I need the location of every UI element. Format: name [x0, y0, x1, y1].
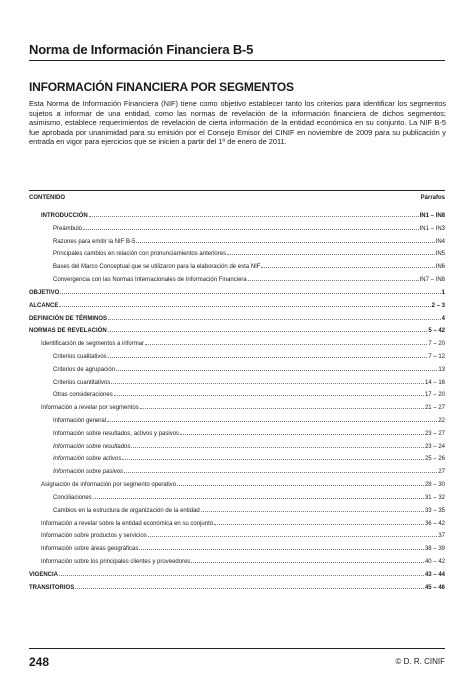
toc-entry-paragraphs: 40 – 42	[424, 558, 445, 565]
toc-header	[29, 195, 445, 203]
toc-entry-label: Información a revelar sobre la entidad económica en su conjunto	[41, 520, 214, 527]
toc-entry-label: Asignación de información por segmento operativo	[41, 482, 177, 489]
footer-divider	[29, 648, 445, 649]
toc-entry-label: Conciliaciones	[53, 494, 92, 501]
toc-entry-label: OBJETIVO	[29, 289, 60, 296]
toc-dot-leader	[261, 263, 434, 268]
toc-entry[interactable]	[29, 391, 445, 404]
toc-dot-leader	[131, 443, 424, 448]
toc-entry[interactable]	[29, 250, 445, 263]
toc-dot-leader	[116, 366, 437, 371]
toc-dot-leader	[108, 315, 441, 320]
toc-entry-label: Otras consideraciones	[53, 392, 113, 399]
toc-entry[interactable]	[29, 225, 445, 238]
toc-dot-leader	[59, 302, 430, 307]
toc-entry[interactable]	[29, 353, 445, 366]
toc-content-label: CONTENIDO	[29, 195, 65, 201]
toc-entry[interactable]	[29, 302, 445, 315]
toc-entry[interactable]	[29, 366, 445, 379]
toc-dot-leader	[107, 417, 437, 422]
toc-dot-leader	[148, 532, 438, 537]
toc-entry[interactable]	[29, 571, 445, 584]
toc-entry-label: Información a revelar por segmentos	[41, 405, 139, 412]
toc-entry[interactable]	[29, 443, 445, 456]
toc-entry[interactable]	[29, 404, 445, 417]
toc-dot-leader	[177, 481, 424, 486]
toc-entry[interactable]	[29, 558, 445, 571]
toc-entry[interactable]	[29, 584, 445, 597]
page-number: 248	[29, 655, 50, 669]
toc-entry-paragraphs: 25 – 26	[424, 456, 445, 463]
toc-entry-paragraphs: 33 – 35	[424, 507, 445, 514]
toc-dot-leader	[89, 212, 419, 217]
toc-entry-paragraphs: 17 – 20	[424, 392, 445, 399]
toc-entry-paragraphs: IN4	[435, 238, 445, 245]
toc-entry[interactable]	[29, 545, 445, 558]
toc-entry-label: Información sobre áreas geográficas	[41, 546, 139, 553]
toc-entry-paragraphs: 43 – 44	[424, 571, 445, 578]
toc-entry[interactable]	[29, 520, 445, 533]
toc-entry-label: Información sobre resultados	[53, 443, 131, 450]
toc-entry-label: Cambios en la estructura de organización de la entidad	[53, 507, 200, 514]
toc-entry[interactable]	[29, 289, 445, 302]
toc-dot-leader	[139, 545, 424, 550]
toc-entry-label: Información sobre pasivos	[53, 469, 124, 476]
toc-entry-paragraphs: 13	[438, 366, 445, 373]
toc-entry-label: INTRODUCCIÓN	[41, 213, 88, 219]
toc-entry-label: TRANSITORIOS	[29, 584, 75, 591]
toc-entry-paragraphs: 2 – 3	[431, 302, 445, 309]
toc-entry[interactable]	[29, 212, 445, 225]
toc-dot-leader	[60, 289, 440, 294]
toc-entry-paragraphs: 7 – 12	[428, 353, 445, 360]
toc-dot-leader	[75, 584, 424, 589]
toc-top-divider	[29, 190, 445, 191]
toc-entry[interactable]	[29, 340, 445, 353]
toc-entry[interactable]	[29, 276, 445, 289]
toc-dot-leader	[214, 520, 424, 525]
toc-entry-paragraphs: 36 – 42	[424, 520, 445, 527]
toc-entry-label: Información sobre activos	[53, 456, 122, 463]
toc-entry-paragraphs: 23 – 27	[424, 430, 445, 437]
toc-entry-paragraphs: IN1 – IN3	[419, 225, 445, 232]
copyright-notice: © D. R. CINIF	[395, 657, 445, 666]
toc-entry-label: Criterios cualitativos	[53, 353, 107, 360]
toc-dot-leader	[140, 404, 424, 409]
toc-entry-label: Preámbulo	[53, 225, 83, 232]
toc-entry-label: Bases del Marco Conceptual que se utilizaron para la elaboración de esta NIF	[53, 264, 261, 271]
table-of-contents	[29, 212, 445, 596]
toc-dot-leader	[227, 250, 435, 255]
toc-entry[interactable]	[29, 481, 445, 494]
toc-entry-paragraphs: 31 – 32	[424, 494, 445, 501]
toc-dot-leader	[122, 455, 424, 460]
toc-entry-label: Información sobre los principales clientes y proveedores	[41, 558, 191, 565]
toc-dot-leader	[59, 571, 424, 576]
toc-dot-leader	[108, 327, 428, 332]
toc-entry-paragraphs: 45 – 46	[424, 584, 445, 591]
toc-entry-paragraphs: 1	[441, 289, 445, 296]
toc-entry-paragraphs: 4	[441, 315, 445, 322]
toc-dot-leader	[191, 558, 424, 563]
toc-entry-label: VIGENCIA	[29, 571, 59, 578]
toc-entry-label: DEFINICIÓN DE TÉRMINOS	[29, 315, 108, 322]
toc-entry[interactable]	[29, 532, 445, 545]
toc-dot-leader	[145, 340, 427, 345]
toc-entry-paragraphs: 23 – 24	[424, 443, 445, 450]
toc-entry-paragraphs: 21 – 27	[424, 405, 445, 412]
toc-entry-label: Identificación de segmentos a informar	[41, 341, 145, 348]
toc-dot-leader	[83, 225, 419, 230]
toc-entry[interactable]	[29, 327, 445, 340]
toc-entry-label: Información sobre resultados, activos y pasivos	[53, 430, 180, 437]
toc-dot-leader	[136, 238, 434, 243]
toc-dot-leader	[114, 391, 424, 396]
toc-entry-paragraphs: 14 – 16	[424, 379, 445, 386]
toc-entry-label: Criterios de agrupación	[53, 366, 116, 373]
toc-entry-label: NORMAS DE REVELACIÓN	[29, 328, 107, 335]
toc-dot-leader	[108, 353, 428, 358]
toc-dot-leader	[93, 494, 424, 499]
toc-dot-leader	[180, 430, 424, 435]
toc-entry-paragraphs: 38 – 39	[424, 546, 445, 553]
toc-entry-label: Criterios cuantitativos	[53, 379, 111, 386]
toc-entry-paragraphs: 5 – 42	[428, 328, 445, 335]
toc-entry[interactable]	[29, 430, 445, 443]
toc-dot-leader	[124, 468, 437, 473]
toc-entry-paragraphs: IN7 – IN8	[419, 277, 445, 284]
section-title: INFORMACIÓN FINANCIERA POR SEGMENTOS	[29, 80, 294, 94]
intro-paragraph: Esta Norma de Información Financiera (NIF) tiene como objetivo establecer tanto los criterios para identificar los segmentos sujetos a informar de una entidad, como las normas de revelación de la información financiera de dichos segmentos; asimismo, establece requerimientos de revelación de cierta información de la entidad económica en su conjunto. La NIF B-5 fue aprobada por unanimidad para su emisión por el Consejo Emisor del CINIF en noviembre de 2009 para su publicación y entrada en vigor para ejercicios que se inicien a partir del 1º de enero de 2011.	[29, 99, 446, 147]
page-header-title: Norma de Información Financiera B-5	[29, 42, 254, 57]
toc-dot-leader	[111, 379, 424, 384]
toc-entry[interactable]	[29, 494, 445, 507]
toc-entry-paragraphs: IN5	[435, 251, 445, 258]
toc-entry[interactable]	[29, 379, 445, 392]
toc-entry-label: Información general	[53, 418, 107, 424]
toc-entry-label: Razones para emitir la NIF B-5	[53, 238, 136, 245]
toc-dot-leader	[248, 276, 419, 281]
toc-dot-leader	[201, 507, 424, 512]
toc-entry[interactable]	[29, 315, 445, 328]
toc-entry-paragraphs: IN6	[435, 264, 445, 271]
toc-entry-label: ALCANCE	[29, 302, 59, 309]
toc-entry-paragraphs: 37	[438, 533, 445, 540]
toc-entry-label: Convergencia con las Normas Internacionales de Información Financiera	[53, 277, 247, 284]
toc-entry-label: Información sobre productos y servicios	[41, 533, 147, 540]
toc-entry-label: Principales cambios en relación con pronunciamientos anteriores	[53, 251, 227, 258]
header-divider	[29, 60, 445, 61]
toc-entry-paragraphs: IN1 – IN8	[419, 213, 445, 219]
toc-entry[interactable]	[29, 507, 445, 520]
toc-entry[interactable]	[29, 455, 445, 468]
toc-entry[interactable]	[29, 417, 445, 430]
toc-entry[interactable]	[29, 468, 445, 481]
toc-entry-paragraphs: 27	[438, 469, 445, 476]
toc-entry-paragraphs: 7 – 20	[428, 341, 445, 348]
toc-entry-paragraphs: 22	[438, 418, 445, 424]
toc-paragraphs-label: Párrafos	[420, 195, 445, 201]
toc-entry-paragraphs: 28 – 30	[424, 482, 445, 489]
toc-entry[interactable]	[29, 263, 445, 276]
toc-entry[interactable]	[29, 238, 445, 251]
